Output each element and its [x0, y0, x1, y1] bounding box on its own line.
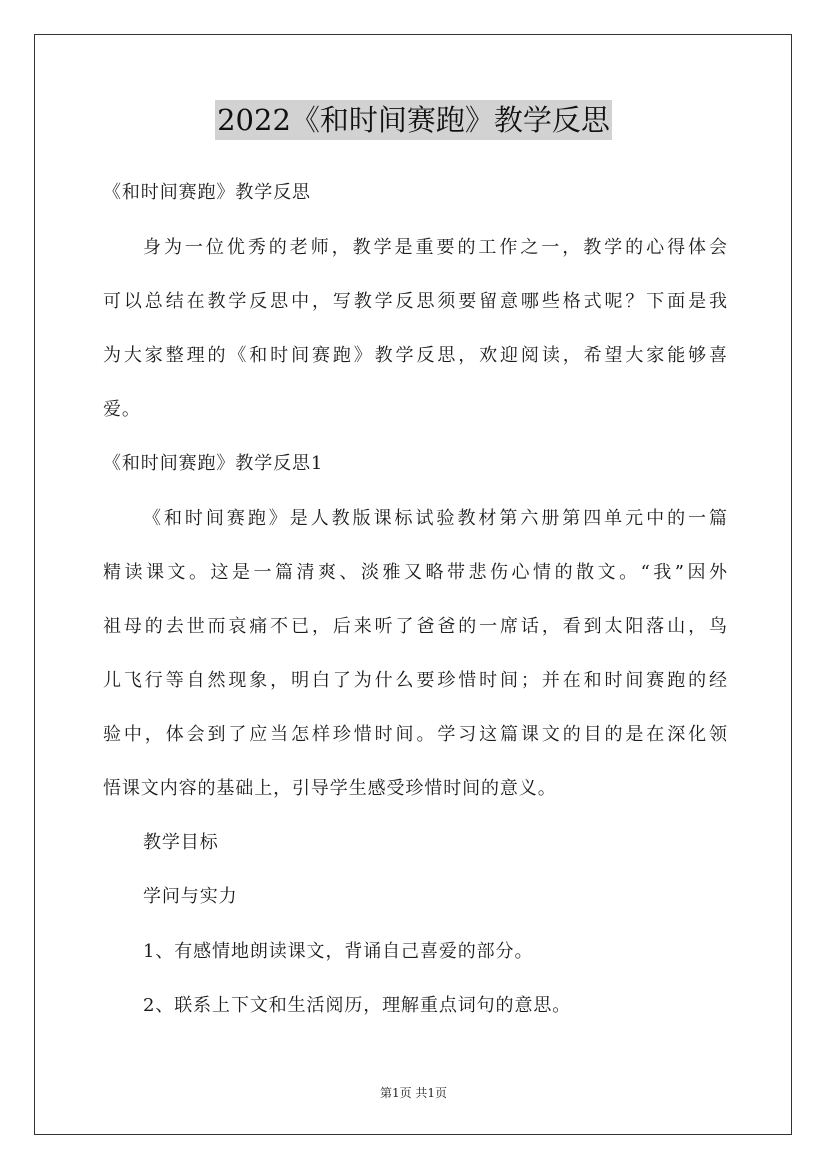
paragraph-line: 《和时间赛跑》是人教版课标试验教材第六册第四单元中的一篇 [143, 508, 727, 529]
page-footer: 第1页 共1页 [379, 1086, 448, 1100]
subtitle: 《和时间赛跑》教学反思 [103, 182, 311, 203]
intro-line: 身为一位优秀的老师，教学是重要的工作之一，教学的心得体会 [143, 237, 727, 258]
goals-subheading: 学问与实力 [143, 886, 238, 907]
paragraph-line: 悟课文内容的基础上，引导学生感受珍惜时间的意义。 [103, 778, 557, 799]
goals-heading: 教学目标 [143, 832, 219, 853]
paragraph-line: 验中，体会到了应当怎样珍惜时间。学习这篇课文的目的是在深化领 [103, 724, 727, 745]
intro-line: 为大家整理的《和时间赛跑》教学反思，欢迎阅读，希望大家能够喜 [103, 345, 727, 366]
section-heading: 《和时间赛跑》教学反思1 [103, 453, 324, 474]
paragraph-line: 精读课文。这是一篇清爽、淡雅又略带悲伤心情的散文。“我”因外 [103, 562, 727, 583]
paragraph-line: 祖母的去世而哀痛不已，后来听了爸爸的一席话，看到太阳落山，鸟 [103, 616, 727, 637]
intro-line: 爱。 [103, 399, 141, 420]
paragraph-line: 儿飞行等自然现象，明白了为什么要珍惜时间；并在和时间赛跑的经 [103, 670, 727, 691]
goal-item: 2、联系上下文和生活阅历，理解重点词句的意思。 [143, 995, 572, 1016]
goal-item: 1、有感情地朗读课文，背诵自己喜爱的部分。 [143, 941, 534, 962]
document-title: 2022《和时间赛跑》教学反思 [215, 100, 612, 140]
title-container [0, 100, 827, 140]
intro-line: 可以总结在教学反思中，写教学反思须要留意哪些格式呢？下面是我 [103, 291, 727, 312]
